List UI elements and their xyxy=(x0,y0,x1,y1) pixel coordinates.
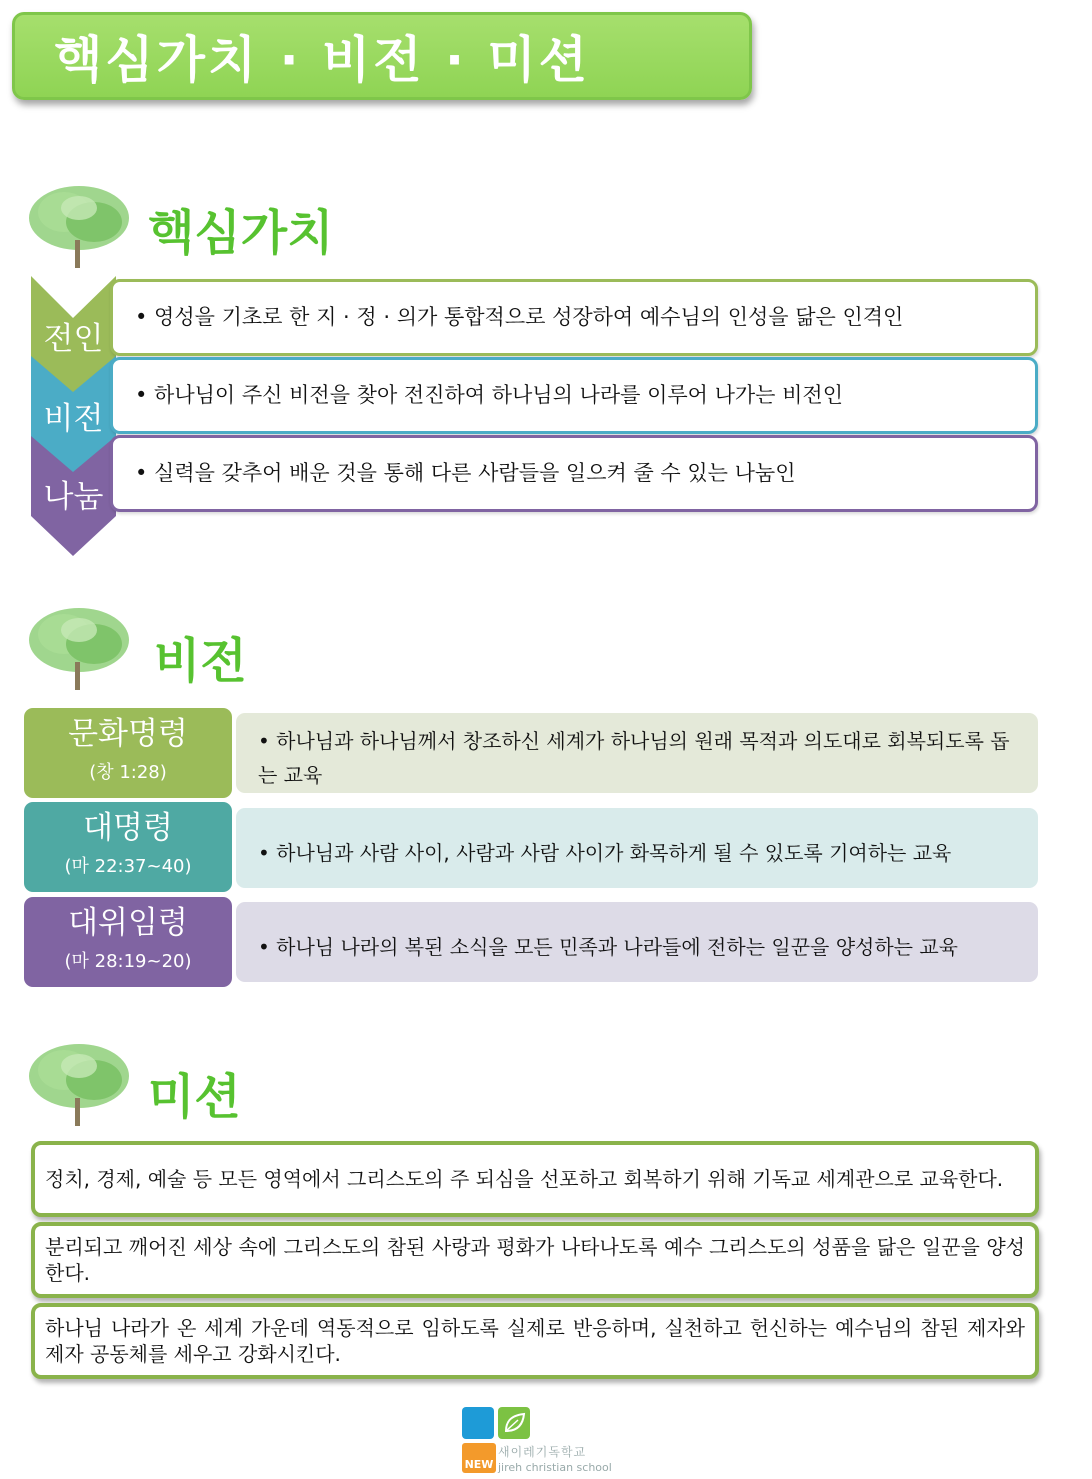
core-values-title: 핵심가치 xyxy=(148,205,334,261)
core-value-text-whole-person: • 영성을 기초로 한 지 · 정 · 의가 통합적으로 성장하여 예수님의 인성을 닮은 인격인 xyxy=(135,304,904,329)
core-value-label-whole-person: 전인 xyxy=(43,321,104,357)
mission-title: 미션 xyxy=(148,1069,241,1125)
vision-card-cultural-mandate xyxy=(24,708,232,798)
core-value-label-sharing: 나눔 xyxy=(43,479,104,515)
logo-name-korean: 새이레기독학교 xyxy=(498,1445,587,1459)
tree-icon xyxy=(24,180,134,272)
vision-description-cultural-mandate xyxy=(236,713,1038,793)
tree-icon xyxy=(24,1038,134,1130)
core-value-box-whole-person xyxy=(110,279,1038,356)
core-value-box-sharing xyxy=(110,435,1038,512)
vision-card-great-commandment xyxy=(24,802,232,892)
vision-card-title: 대명령 xyxy=(83,810,173,846)
vision-title: 비전 xyxy=(154,633,247,689)
core-value-text-vision: • 하나님이 주신 비전을 찾아 전진하여 하나님의 나라를 이루어 나가는 비전인 xyxy=(135,382,844,407)
vision-description-great-commission xyxy=(236,902,1038,982)
vision-card-reference: (마 28:19~20) xyxy=(64,951,192,972)
core-value-box-vision xyxy=(110,357,1038,434)
core-value-label-vision: 비전 xyxy=(43,401,104,437)
mission-text: 하나님 나라가 온 세계 가운데 역동적으로 임하도록 실제로 반응하며, 실천하고 헌신하는 예수님의 참된 제자와 제자 공동체를 세우고 강화시킨다. xyxy=(45,1316,1025,1366)
core-value-text-sharing: • 실력을 갖추어 배운 것을 통해 다른 사람들을 일으켜 줄 수 있는 나눔인 xyxy=(135,460,796,485)
header-banner xyxy=(12,12,752,100)
vision-card-reference: (마 22:37~40) xyxy=(64,856,192,877)
mission-text: 분리되고 깨어진 세상 속에 그리스도의 참된 사랑과 평화가 나타나도록 예수 그리스도의 성품을 닮은 일꾼을 양성한다. xyxy=(45,1235,1025,1285)
vision-description-text: • 하나님 나라의 복된 소식을 모든 민족과 나라들에 전하는 일꾼을 양성하는 교육 xyxy=(258,935,958,959)
logo-badge: NEW xyxy=(462,1443,496,1473)
vision-card-title: 대위임령 xyxy=(68,905,188,941)
vision-card-title: 문화명령 xyxy=(68,716,188,752)
vision-description-text: • 하나님과 하나님께서 창조하신 세계가 하나님의 원래 목적과 의도대로 회복되도록 돕는 교육 xyxy=(258,729,1010,787)
vision-description-text: • 하나님과 사람 사이, 사람과 사람 사이가 화목하게 될 수 있도록 기여하는 교육 xyxy=(258,841,952,865)
vision-card-great-commission xyxy=(24,897,232,987)
logo-name-english: jireh christian school xyxy=(498,1461,612,1474)
page-title: 핵심가치 · 비전 · 미션 xyxy=(53,31,591,89)
leaf-icon xyxy=(498,1407,530,1439)
mission-statement-3 xyxy=(31,1303,1039,1379)
mission-statement-2 xyxy=(31,1222,1039,1298)
tree-icon xyxy=(24,602,134,694)
logo-square-blue xyxy=(462,1407,494,1439)
vision-card-reference: (창 1:28) xyxy=(89,762,167,783)
mission-text: 정치, 경제, 예술 등 모든 영역에서 그리스도의 주 되심을 선포하고 회복하기 위해 기독교 세계관으로 교육한다. xyxy=(45,1167,1004,1191)
vision-description-great-commandment xyxy=(236,808,1038,888)
mission-statement-1 xyxy=(31,1141,1039,1217)
